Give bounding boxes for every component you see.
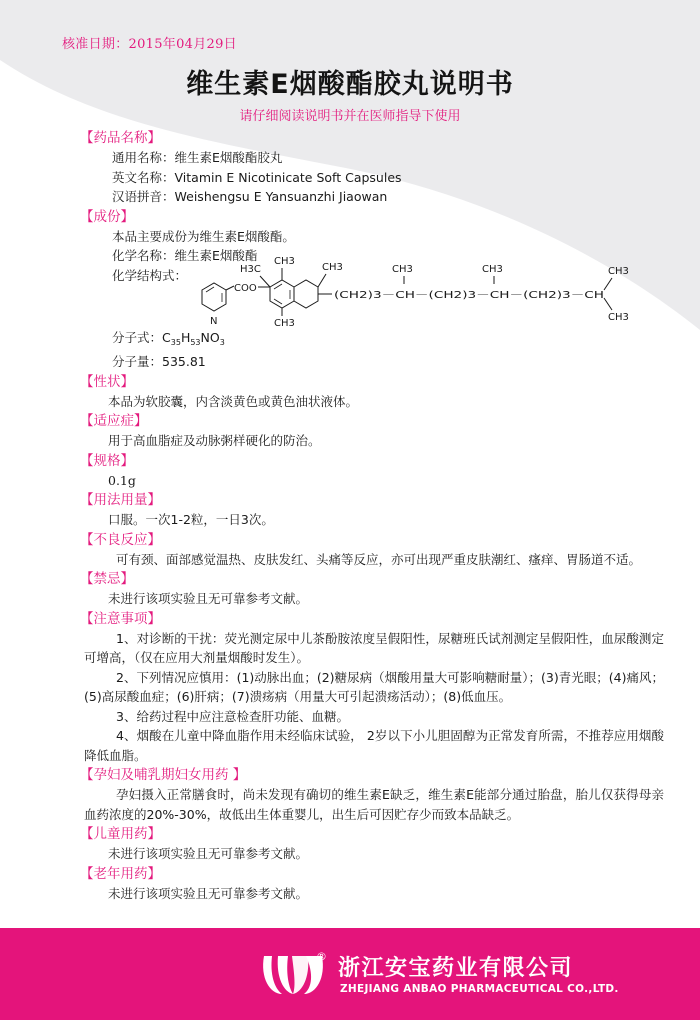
- terminal-ch3-top-label: CH3: [608, 265, 629, 277]
- leaflet-content: [80, 128, 664, 903]
- formula-h-sub: 53: [190, 337, 201, 347]
- pinyin-name-label: 汉语拼音：: [112, 189, 175, 204]
- precaution-item-4: 4、烟酸在儿童中降血脂作用未经临床试验， 2岁以下小儿胆固醇为正常发育所需，不推荐应用烟酸降低血脂。: [84, 728, 664, 763]
- ch3-top-label: CH3: [274, 255, 295, 267]
- properties-text: 本品为软胶囊，内含淡黄色或黄色油状液体。: [108, 393, 359, 409]
- english-name-label: 英文名称：: [112, 169, 175, 185]
- dosage-text: 口服。一次1-2粒，一日3次。: [108, 512, 274, 527]
- precaution-item-1: 1、对诊断的干扰：荧光测定尿中儿茶酚胺浓度呈假阳性，尿糖班氏试剂测定呈假阳性，血尿酸测定可增高，（仅在应用大剂量烟酸时发生）。: [84, 630, 664, 665]
- formula-c: C: [162, 329, 171, 345]
- precaution-item-3: 3、给药过程中应注意检查肝功能、血糖。: [116, 708, 349, 724]
- generic-name-value: 维生素E烟酸酯胶丸: [174, 150, 283, 165]
- page-title: 维生素E烟酸酯胶丸说明书: [186, 69, 514, 100]
- branch-1-label: CH3: [392, 263, 413, 275]
- contraindications-text: 未进行该项实验且无可靠参考文献。: [108, 591, 309, 606]
- section-heading-children: 【儿童用药】: [80, 826, 161, 842]
- molecular-formula-label: 分子式：: [112, 329, 163, 345]
- english-name-row: [84, 168, 664, 188]
- section-heading-elderly: 【老年用药】: [80, 865, 161, 882]
- elderly-text: 未进行该项实验且无可靠参考文献。: [108, 885, 309, 901]
- section-heading-contraindications: 【禁忌】: [80, 571, 134, 587]
- indications-text: 用于高血脂症及动脉粥样硬化的防治。: [108, 433, 321, 448]
- pregnancy-text: 孕妇摄入正常膳食时，尚未发现有确切的维生素E缺乏，维生素E能部分通过胎盘，胎儿仅获得母亲血药浓度的20%-30%，故低出生体重婴儿，出生后可因贮存少而致本品缺乏。: [84, 787, 664, 822]
- english-name-value: Vitamin E Nicotinicate Soft Capsules: [174, 169, 402, 185]
- precaution-item-2: 2、下列情况应慎用：(1)动脉出血；(2)糖尿病（烟酸用量大可影响糖耐量）；(3)青光眼；(4)痛风；(5)高尿酸血症；(6)肝病；(7)溃疡病（用量大可引起溃疡活动）；(8)低血压。: [84, 669, 664, 704]
- chemical-structure-label: 化学结构式：: [112, 267, 188, 283]
- approval-date: 核准日期：2015年04月29日: [62, 37, 237, 52]
- pinyin-name-value: Weishengsu E Yansuanzhi Jiaowan: [174, 189, 388, 204]
- h3c-label: H3C: [240, 263, 261, 275]
- formula-rest: NO: [200, 329, 220, 345]
- section-heading-drug-name: 【药品名称】: [80, 130, 161, 146]
- terminal-ch3-bottom-label: CH3: [608, 311, 629, 323]
- specification-text: 0.1g: [108, 472, 136, 488]
- branch-2-label: CH3: [482, 263, 503, 275]
- page-subtitle: 请仔细阅读说明书并在医师指导下使用: [239, 109, 461, 124]
- pinyin-name-row: [84, 187, 664, 207]
- section-heading-properties: 【性状】: [80, 373, 134, 390]
- anbao-logo-icon: [258, 948, 328, 1000]
- section-heading-specification: 【规格】: [80, 452, 134, 469]
- chemical-structure-diagram: [194, 256, 634, 336]
- coo-label: COO: [234, 282, 257, 294]
- children-text: 未进行该项实验且无可靠参考文献。: [108, 846, 309, 861]
- adverse-reactions-text: 可有颈、面部感觉温热、皮肤发红、头痛等反应，亦可出现严重皮肤潮红、瘙痒、胃肠道不适。: [116, 551, 642, 567]
- generic-name-row: [84, 148, 664, 168]
- ingredients-main: 本品主要成份为维生素E烟酸酯。: [112, 228, 295, 244]
- ch3-quaternary-label: CH3: [322, 261, 343, 273]
- ch3-bottom-label: CH3: [274, 317, 295, 329]
- section-heading-precautions: 【注意事项】: [80, 610, 161, 627]
- section-heading-adverse-reactions: 【不良反应】: [80, 531, 161, 548]
- chemical-name-label: 化学名称：: [112, 248, 175, 263]
- company-name-english: ZHEJIANG ANBAO PHARMACEUTICAL CO.,LTD.: [340, 983, 619, 995]
- pyridine-n-label: N: [210, 315, 218, 327]
- section-heading-pregnancy: 【孕妇及哺乳期妇女用药 】: [80, 767, 247, 783]
- molecular-weight-row: [84, 352, 664, 372]
- company-footer: [0, 928, 700, 1020]
- molecular-weight-value: 535.81: [162, 354, 206, 369]
- chemical-name-value: 维生素E烟酸酯: [174, 248, 258, 263]
- company-name-chinese: 浙江安宝药业有限公司: [338, 956, 574, 981]
- formula-o-sub: 3: [219, 337, 225, 347]
- registered-mark: ®: [316, 950, 327, 963]
- formula-c-sub: 35: [170, 337, 181, 347]
- molecular-weight-label: 分子量：: [112, 354, 163, 369]
- section-heading-ingredients: 【成份】: [80, 208, 134, 225]
- generic-name-label: 通用名称：: [112, 150, 175, 165]
- formula-h: H: [180, 329, 191, 345]
- section-heading-dosage: 【用法用量】: [80, 492, 161, 508]
- side-chain-label: (CH2)3－CH－(CH2)3－CH－(CH2)3－CH: [334, 289, 604, 301]
- section-heading-indications: 【适应症】: [80, 413, 148, 429]
